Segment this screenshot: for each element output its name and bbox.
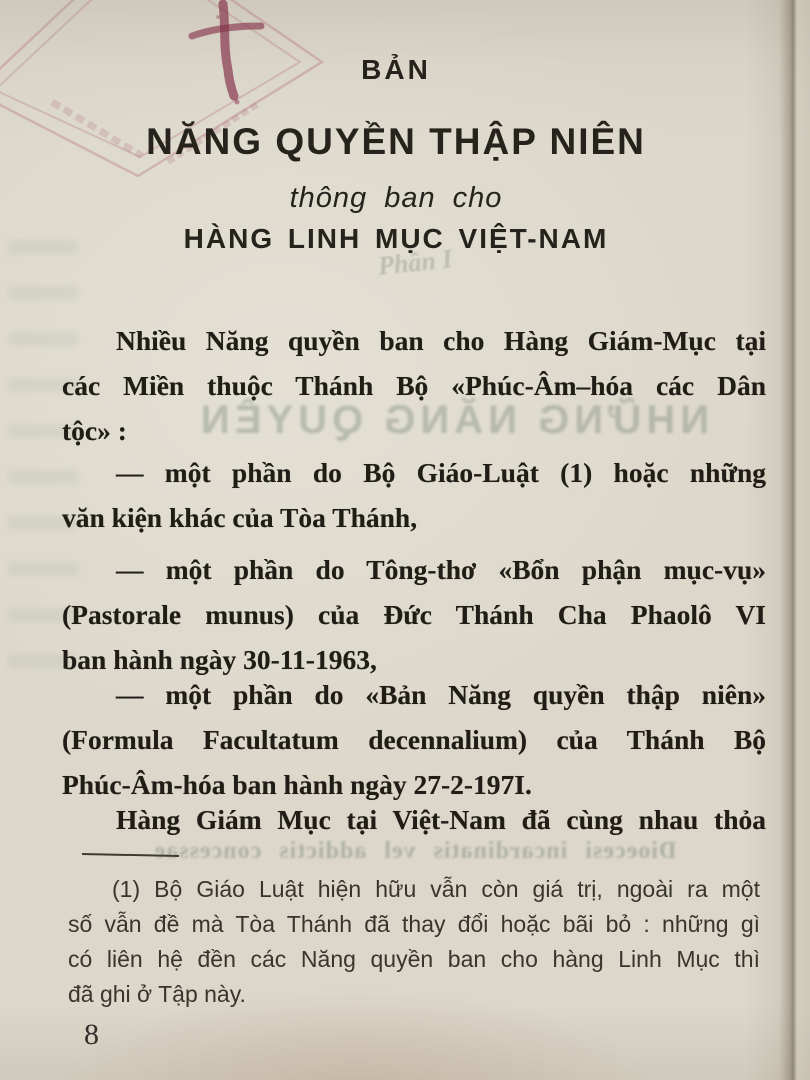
body-paragraph-4 <box>62 672 766 807</box>
body-paragraph-2 <box>62 450 766 540</box>
body-paragraph-1 <box>62 318 766 453</box>
header-kicker: BẢN <box>361 54 431 85</box>
text-line: văn kiện khác của Tòa Thánh, <box>62 502 418 533</box>
footnote <box>68 872 760 1012</box>
text-line: — một phần do Bộ Giáo-Luật (1) hoặc những <box>116 457 766 488</box>
page-number: 8 <box>84 1018 99 1051</box>
text-line: Nhiều Năng quyền ban cho Hàng Giám-Mục tại <box>116 325 766 356</box>
header-subtitle: thông ban cho <box>289 182 503 214</box>
text-line: Hàng Giám Mục tại Việt-Nam đã cùng nhau thỏa <box>116 804 766 835</box>
text-line: (Pastorale munus) của Đức Thánh Cha Phaolô VI <box>62 599 766 630</box>
text-line: số vẫn đề mà Tòa Thánh đã thay đổi hoặc bãi bỏ : những gì <box>68 911 760 937</box>
text-line: — một phần do «Bản Năng quyền thập niên» <box>116 679 766 710</box>
text-line: tộc» : <box>62 415 127 446</box>
bleed-through-title: NHỮNG NĂNG QUYỀN <box>195 398 710 442</box>
header-subject: HÀNG LINH MỤC VIỆT-NAM <box>183 223 609 254</box>
page-title: NĂNG QUYỀN THẬP NIÊN <box>146 121 646 162</box>
bleed-through-script: Phần I <box>376 244 454 281</box>
text-line: có liên hệ đền các Năng quyền ban cho hàng Linh Mục thì <box>68 946 760 972</box>
text-line: đã ghi ở Tập này. <box>68 981 246 1007</box>
footnote-separator <box>82 853 179 857</box>
text-line: (1) Bộ Giáo Luật hiện hữu vẫn còn giá trị, ngoài ra một <box>112 876 760 902</box>
ownership-stamp <box>0 0 350 197</box>
text-line: — một phần do Tông-thơ «Bổn phận mục-vụ» <box>116 554 766 585</box>
body-paragraph-3 <box>62 547 766 682</box>
text-line: (Formula Facultatum decennalium) của Thánh Bộ <box>62 724 766 755</box>
text-line: các Miền thuộc Thánh Bộ «Phúc-Âm–hóa các Dân <box>62 370 766 401</box>
body-paragraph-5 <box>62 797 766 842</box>
text-line: ban hành ngày 30-11-1963, <box>62 644 377 675</box>
text-line: Phúc-Âm-hóa ban hành ngày 27-2-197I. <box>62 769 532 800</box>
bleed-through-latin: Dioecesi incardinatis vel addictis concessae <box>153 838 677 864</box>
